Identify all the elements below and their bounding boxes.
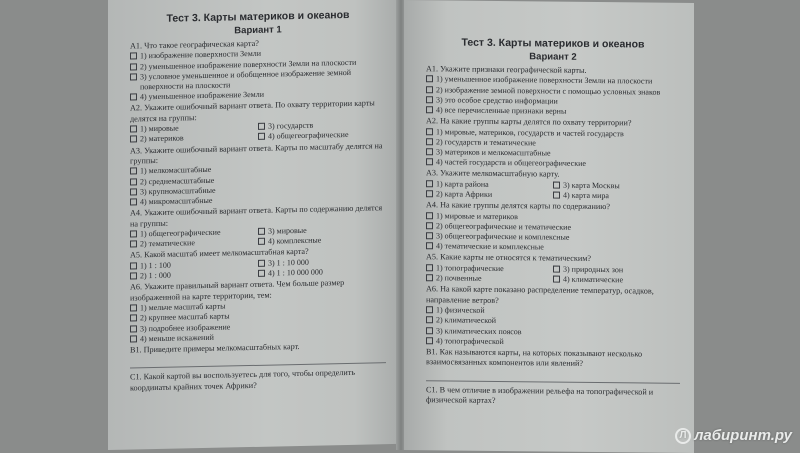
checkbox[interactable] <box>258 228 265 235</box>
watermark <box>675 427 792 444</box>
watermark-text: лабиринт.ру <box>694 427 792 444</box>
checkbox[interactable] <box>553 265 560 272</box>
checkbox[interactable] <box>553 192 560 199</box>
option[interactable]: 2) крупнее масштаб карты <box>130 308 386 324</box>
option[interactable]: 3) 1 : 10 000 <box>258 256 386 269</box>
variant-title: Вариант 1 <box>234 24 282 37</box>
option[interactable]: 1) мировые и материков <box>426 211 680 224</box>
option[interactable]: 2) карта Африки <box>426 189 553 201</box>
question-a2: А2. На какие группы карты делятся по охвату территории? <box>426 116 632 128</box>
option[interactable]: 1) мельче масштаб карты <box>130 298 386 314</box>
checkbox[interactable] <box>426 148 433 155</box>
checkbox[interactable] <box>130 272 137 279</box>
labirint-logo-icon: Л <box>675 428 691 444</box>
checkbox[interactable] <box>426 337 433 344</box>
question-a4: А4. На какие группы делятся карты по содержанию? <box>426 200 611 212</box>
checkbox[interactable] <box>426 106 433 113</box>
checkbox[interactable] <box>426 86 433 93</box>
option[interactable]: 3) государств <box>258 119 386 132</box>
option[interactable]: 2) среднемасштабные <box>130 172 386 188</box>
checkbox[interactable] <box>426 76 433 83</box>
checkbox[interactable] <box>426 264 433 271</box>
checkbox[interactable] <box>426 306 433 313</box>
option[interactable]: 1) 1 : 100 <box>130 259 258 272</box>
question-a3: А3. Укажите ошибочный вариант ответа. Карты по масштабу делятся на группы: <box>130 140 383 166</box>
option[interactable]: 4) меньше искажений <box>130 329 386 345</box>
right-page <box>404 0 694 453</box>
option[interactable]: 2) государств и тематические <box>426 137 680 150</box>
question-a3: А3. Укажите мелкомасштабную карту. <box>426 168 560 180</box>
option[interactable]: 2) общегеографические и тематические <box>426 221 680 234</box>
option[interactable]: 3) это особое средство информации <box>426 95 680 108</box>
option[interactable]: 3) природных зон <box>553 264 680 276</box>
checkbox[interactable] <box>130 198 137 205</box>
variant-title: Вариант 2 <box>529 51 577 63</box>
checkbox[interactable] <box>130 230 137 237</box>
option[interactable]: 4) все перечисленные признаки верны <box>426 105 680 118</box>
checkbox[interactable] <box>130 53 137 60</box>
checkbox[interactable] <box>258 270 265 277</box>
checkbox[interactable] <box>426 212 433 219</box>
checkbox[interactable] <box>130 305 137 312</box>
question-a6: А6. На какой карте показано распределение температур, осадков, направление ветров? <box>426 284 654 305</box>
option[interactable]: 3) крупномасштабные <box>130 182 386 198</box>
question-a5: А5. Какой масштаб имеет мелкомасштабная карта? <box>130 247 309 261</box>
checkbox[interactable] <box>426 128 433 135</box>
test-title: Тест 3. Карты материков и океанов <box>461 36 645 51</box>
checkbox[interactable] <box>130 168 137 175</box>
answer-line[interactable] <box>426 370 680 384</box>
checkbox[interactable] <box>426 180 433 187</box>
checkbox[interactable] <box>130 94 137 101</box>
question-a2: А2. Укажите ошибочный вариант ответа. По охвату территории карты делятся на группы: <box>130 98 375 124</box>
question-a4: А4. Укажите ошибочный вариант ответа. Карты по содержанию делятся на группы: <box>130 203 383 229</box>
checkbox[interactable] <box>426 222 433 229</box>
option[interactable]: 3) материков и мелкомасштабные <box>426 147 680 160</box>
checkbox[interactable] <box>426 327 433 334</box>
option[interactable]: 4) уменьшенное изображение Земли <box>130 87 386 103</box>
checkbox[interactable] <box>130 325 137 332</box>
option[interactable]: 3) мировые <box>258 224 386 237</box>
option[interactable]: 1) физической <box>426 305 680 318</box>
checkbox[interactable] <box>426 274 433 281</box>
option[interactable]: 2) уменьшенное изображение поверхности Земли на плоскости <box>130 57 386 73</box>
option[interactable]: 4) комплексные <box>258 234 386 247</box>
option[interactable]: 2) тематические <box>130 237 258 250</box>
option[interactable]: 4) частей государств и общегеографические <box>426 157 680 170</box>
checkbox[interactable] <box>426 158 433 165</box>
checkbox[interactable] <box>426 242 433 249</box>
checkbox[interactable] <box>426 317 433 324</box>
option[interactable]: 1) мировые, материков, государств и частей государств <box>426 127 680 140</box>
checkbox[interactable] <box>130 63 137 70</box>
option[interactable]: 1) мировые <box>130 122 258 135</box>
question-b1: В1. Приведите примеры мелкомасштабных карт. <box>130 341 300 355</box>
checkbox[interactable] <box>258 260 265 267</box>
question-c1: С1. Какой картой вы воспользуетесь для того, чтобы определить координаты крайних точек Африки? <box>130 368 356 393</box>
checkbox[interactable] <box>130 126 137 133</box>
checkbox[interactable] <box>426 190 433 197</box>
option[interactable]: 4) карта мира <box>553 191 680 203</box>
option[interactable]: 1) уменьшенное изображение поверхности Земли на плоскости <box>426 75 680 88</box>
question-a1: А1. Укажите признаки географической карты. <box>426 64 587 75</box>
question-b1: В1. Как называются карты, на которых показывают несколько взаимосвязанных компонентов или явлений? <box>426 347 643 369</box>
checkbox[interactable] <box>426 96 433 103</box>
question-a1: А1. Что такое географическая карта? <box>130 38 259 51</box>
checkbox[interactable] <box>426 232 433 239</box>
checkbox[interactable] <box>130 315 137 322</box>
checkbox[interactable] <box>258 238 265 245</box>
checkbox[interactable] <box>130 241 137 248</box>
checkbox[interactable] <box>258 123 265 130</box>
question-c1: С1. В чем отличие в изображении рельефа на топографической и физической картах? <box>426 384 654 406</box>
option[interactable]: 1) изображение поверхности Земли <box>130 47 386 63</box>
checkbox[interactable] <box>553 276 560 283</box>
option[interactable]: 3) условное уменьшенное и обобщенное изображение земной поверхности на плоскости <box>130 67 386 93</box>
option[interactable]: 1) мелкомасштабные <box>130 162 386 178</box>
question-a5: А5. Какие карты не относятся к тематическим? <box>426 252 592 264</box>
option[interactable]: 2) климатической <box>426 316 680 329</box>
left-page <box>108 0 398 450</box>
option[interactable]: 2) почвенные <box>426 273 553 285</box>
option[interactable]: 3) общегеографические и комплексные <box>426 231 680 244</box>
option[interactable]: 4) 1 : 10 000 000 <box>258 266 386 279</box>
option[interactable]: 1) топографические <box>426 263 553 275</box>
question-a6: А6. Укажите правильный вариант ответа. Чем больше размер изображенной на карте территории, тем: <box>130 278 345 303</box>
option[interactable]: 4) тематические и комплексные <box>426 241 680 254</box>
option[interactable]: 2) 1 : 000 <box>130 269 258 282</box>
option[interactable]: 3) подробнее изображение <box>130 319 386 335</box>
option[interactable]: 1) общегеографические <box>130 227 258 240</box>
option[interactable]: 2) изображение земной поверхности с помощью условных знаков <box>426 85 680 98</box>
option[interactable]: 4) топографической <box>426 336 680 349</box>
test-title: Тест 3. Карты материков и океанов <box>166 8 350 25</box>
checkbox[interactable] <box>258 133 265 140</box>
checkbox[interactable] <box>130 262 137 269</box>
option[interactable]: 3) карта Москвы <box>553 180 680 192</box>
checkbox[interactable] <box>426 138 433 145</box>
checkbox[interactable] <box>130 73 137 80</box>
option[interactable]: 4) климатические <box>553 275 680 287</box>
checkbox[interactable] <box>130 136 137 143</box>
checkbox[interactable] <box>130 188 137 195</box>
checkbox[interactable] <box>553 181 560 188</box>
option[interactable]: 4) общегеографические <box>258 130 386 143</box>
checkbox[interactable] <box>130 335 137 342</box>
option[interactable]: 1) карта района <box>426 179 553 191</box>
option[interactable]: 3) климатических поясов <box>426 326 680 339</box>
option[interactable]: 2) материков <box>130 132 258 145</box>
option[interactable]: 4) микромасштабные <box>130 192 386 208</box>
checkbox[interactable] <box>130 178 137 185</box>
